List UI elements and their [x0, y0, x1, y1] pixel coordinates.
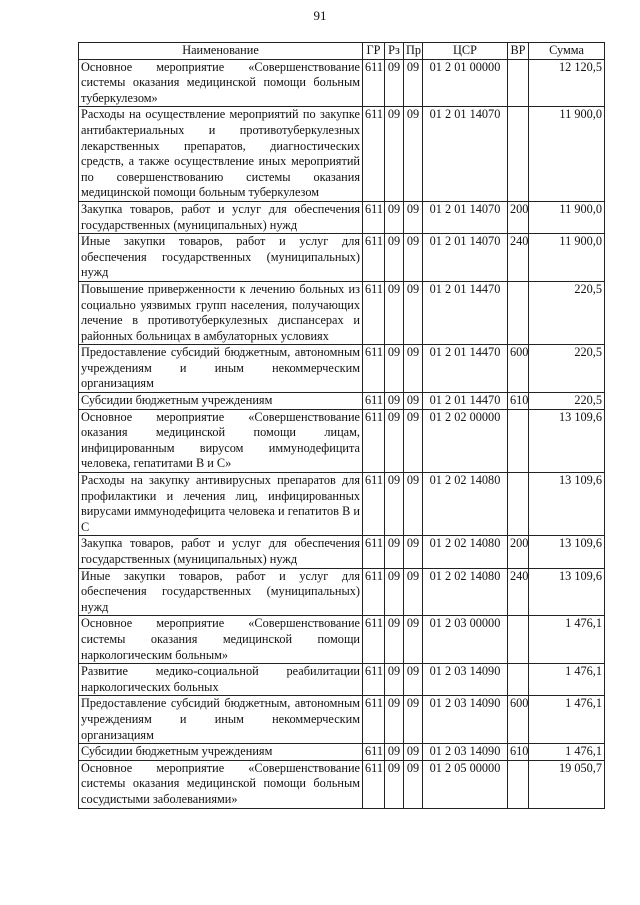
row-name: Основное мероприятие «Совершенствование системы оказания медицинской помощи наркологическим больным» [79, 616, 363, 664]
row-sum: 11 900,0 [529, 201, 605, 233]
row-pr: 09 [404, 568, 423, 616]
row-vr [508, 616, 529, 664]
row-pr: 09 [404, 201, 423, 233]
row-sum: 1 476,1 [529, 616, 605, 664]
row-vr: 610 [508, 744, 529, 761]
table-row [79, 345, 605, 393]
row-name: Закупка товаров, работ и услуг для обеспечения государственных (муниципальных) нужд [79, 201, 363, 233]
row-rz: 09 [385, 568, 404, 616]
row-pr: 09 [404, 281, 423, 344]
row-sum: 13 109,6 [529, 536, 605, 568]
row-vr: 200 [508, 201, 529, 233]
row-rz: 09 [385, 536, 404, 568]
row-pr: 09 [404, 393, 423, 410]
row-rz: 09 [385, 234, 404, 282]
row-sum: 1 476,1 [529, 664, 605, 696]
row-name: Повышение приверженности к лечению больных из социально уязвимых групп населения, получающих лечение в противотуберкулезных диспансерах и районных больницах в амбулаторных условиях [79, 281, 363, 344]
row-vr [508, 664, 529, 696]
row-gr: 611 [363, 409, 385, 472]
row-name: Иные закупки товаров, работ и услуг для обеспечения государственных (муниципальных) нужд [79, 234, 363, 282]
row-vr: 200 [508, 536, 529, 568]
row-vr [508, 473, 529, 536]
header-pr: Пр [404, 43, 423, 60]
row-sum: 13 109,6 [529, 473, 605, 536]
row-name: Основное мероприятие «Совершенствование оказания медицинской помощи лицам, инфицированным вирусом иммунодефицита человека, гепатитами В и С» [79, 409, 363, 472]
row-csr: 01 2 01 14470 [423, 345, 508, 393]
row-csr: 01 2 03 00000 [423, 616, 508, 664]
row-csr: 01 2 03 14090 [423, 696, 508, 744]
row-sum: 12 120,5 [529, 59, 605, 107]
row-name: Развитие медико-социальной реабилитации наркологических больных [79, 664, 363, 696]
row-sum: 13 109,6 [529, 568, 605, 616]
row-sum: 1 476,1 [529, 696, 605, 744]
row-gr: 611 [363, 473, 385, 536]
row-rz: 09 [385, 59, 404, 107]
row-csr: 01 2 02 00000 [423, 409, 508, 472]
row-vr [508, 107, 529, 202]
row-vr [508, 409, 529, 472]
row-name: Предоставление субсидий бюджетным, автономным учреждениям и иным некоммерческим организациям [79, 696, 363, 744]
table-row [79, 409, 605, 472]
row-gr: 611 [363, 201, 385, 233]
row-name: Расходы на закупку антивирусных препаратов для профилактики и лечения лиц, инфицированных вирусами иммунодефицита человека и гепатитов В и С [79, 473, 363, 536]
row-name: Иные закупки товаров, работ и услуг для обеспечения государственных (муниципальных) нужд [79, 568, 363, 616]
table-row [79, 760, 605, 808]
row-rz: 09 [385, 616, 404, 664]
row-csr: 01 2 05 00000 [423, 760, 508, 808]
header-rz: Рз [385, 43, 404, 60]
row-rz: 09 [385, 409, 404, 472]
row-rz: 09 [385, 281, 404, 344]
header-sum: Сумма [529, 43, 605, 60]
row-pr: 09 [404, 59, 423, 107]
row-sum: 220,5 [529, 281, 605, 344]
row-rz: 09 [385, 393, 404, 410]
row-gr: 611 [363, 760, 385, 808]
row-pr: 09 [404, 473, 423, 536]
row-csr: 01 2 01 14070 [423, 107, 508, 202]
row-csr: 01 2 01 14070 [423, 234, 508, 282]
row-csr: 01 2 03 14090 [423, 664, 508, 696]
row-gr: 611 [363, 616, 385, 664]
row-vr [508, 59, 529, 107]
row-gr: 611 [363, 281, 385, 344]
row-sum: 13 109,6 [529, 409, 605, 472]
row-pr: 09 [404, 696, 423, 744]
row-sum: 220,5 [529, 345, 605, 393]
row-gr: 611 [363, 664, 385, 696]
row-vr: 600 [508, 696, 529, 744]
row-sum: 19 050,7 [529, 760, 605, 808]
row-pr: 09 [404, 234, 423, 282]
row-name: Основное мероприятие «Совершенствование системы оказания медицинской помощи больным сосудистыми заболеваниями» [79, 760, 363, 808]
row-vr: 610 [508, 393, 529, 410]
table-body [79, 59, 605, 808]
row-gr: 611 [363, 59, 385, 107]
row-vr: 240 [508, 568, 529, 616]
row-gr: 611 [363, 234, 385, 282]
row-pr: 09 [404, 760, 423, 808]
row-pr: 09 [404, 616, 423, 664]
row-csr: 01 2 01 14070 [423, 201, 508, 233]
row-csr: 01 2 03 14090 [423, 744, 508, 761]
row-vr [508, 760, 529, 808]
row-sum: 11 900,0 [529, 107, 605, 202]
row-vr: 240 [508, 234, 529, 282]
row-rz: 09 [385, 744, 404, 761]
row-pr: 09 [404, 536, 423, 568]
table-header-row [79, 43, 605, 60]
row-rz: 09 [385, 345, 404, 393]
budget-table [78, 42, 605, 809]
row-csr: 01 2 01 14470 [423, 393, 508, 410]
row-sum: 11 900,0 [529, 234, 605, 282]
row-gr: 611 [363, 107, 385, 202]
page-number: 91 [313, 8, 327, 23]
row-gr: 611 [363, 393, 385, 410]
table-row [79, 696, 605, 744]
row-sum: 220,5 [529, 393, 605, 410]
table-row [79, 536, 605, 568]
row-pr: 09 [404, 345, 423, 393]
row-name: Расходы на осуществление мероприятий по закупке антибактериальных и противотуберкулезных лекарственных препаратов, диагностических средств, а также осуществление иных мероприятий по совершенствованию системы оказания медицинской помощи больным туберкулезом [79, 107, 363, 202]
row-name: Закупка товаров, работ и услуг для обеспечения государственных (муниципальных) нужд [79, 536, 363, 568]
table-row [79, 59, 605, 107]
row-pr: 09 [404, 744, 423, 761]
row-name: Основное мероприятие «Совершенствование системы оказания медицинской помощи больным туберкулезом» [79, 59, 363, 107]
row-rz: 09 [385, 760, 404, 808]
row-gr: 611 [363, 536, 385, 568]
row-name: Субсидии бюджетным учреждениям [79, 744, 363, 761]
table-row [79, 107, 605, 202]
row-csr: 01 2 02 14080 [423, 568, 508, 616]
row-vr [508, 281, 529, 344]
table-row [79, 393, 605, 410]
row-csr: 01 2 01 14470 [423, 281, 508, 344]
table-row [79, 473, 605, 536]
row-gr: 611 [363, 744, 385, 761]
row-rz: 09 [385, 664, 404, 696]
row-vr: 600 [508, 345, 529, 393]
row-pr: 09 [404, 664, 423, 696]
header-vr: ВР [508, 43, 529, 60]
table-row [79, 281, 605, 344]
row-gr: 611 [363, 568, 385, 616]
header-csr: ЦСР [423, 43, 508, 60]
row-rz: 09 [385, 696, 404, 744]
row-pr: 09 [404, 409, 423, 472]
table-row [79, 744, 605, 761]
table-row [79, 616, 605, 664]
table-row [79, 234, 605, 282]
row-pr: 09 [404, 107, 423, 202]
row-csr: 01 2 02 14080 [423, 473, 508, 536]
row-csr: 01 2 02 14080 [423, 536, 508, 568]
table-row [79, 201, 605, 233]
row-gr: 611 [363, 696, 385, 744]
row-rz: 09 [385, 107, 404, 202]
row-sum: 1 476,1 [529, 744, 605, 761]
row-rz: 09 [385, 201, 404, 233]
row-rz: 09 [385, 473, 404, 536]
table-row [79, 664, 605, 696]
header-name: Наименование [79, 43, 363, 60]
row-csr: 01 2 01 00000 [423, 59, 508, 107]
header-gr: ГР [363, 43, 385, 60]
row-gr: 611 [363, 345, 385, 393]
row-name: Предоставление субсидий бюджетным, автономным учреждениям и иным некоммерческим организациям [79, 345, 363, 393]
row-name: Субсидии бюджетным учреждениям [79, 393, 363, 410]
table-row [79, 568, 605, 616]
